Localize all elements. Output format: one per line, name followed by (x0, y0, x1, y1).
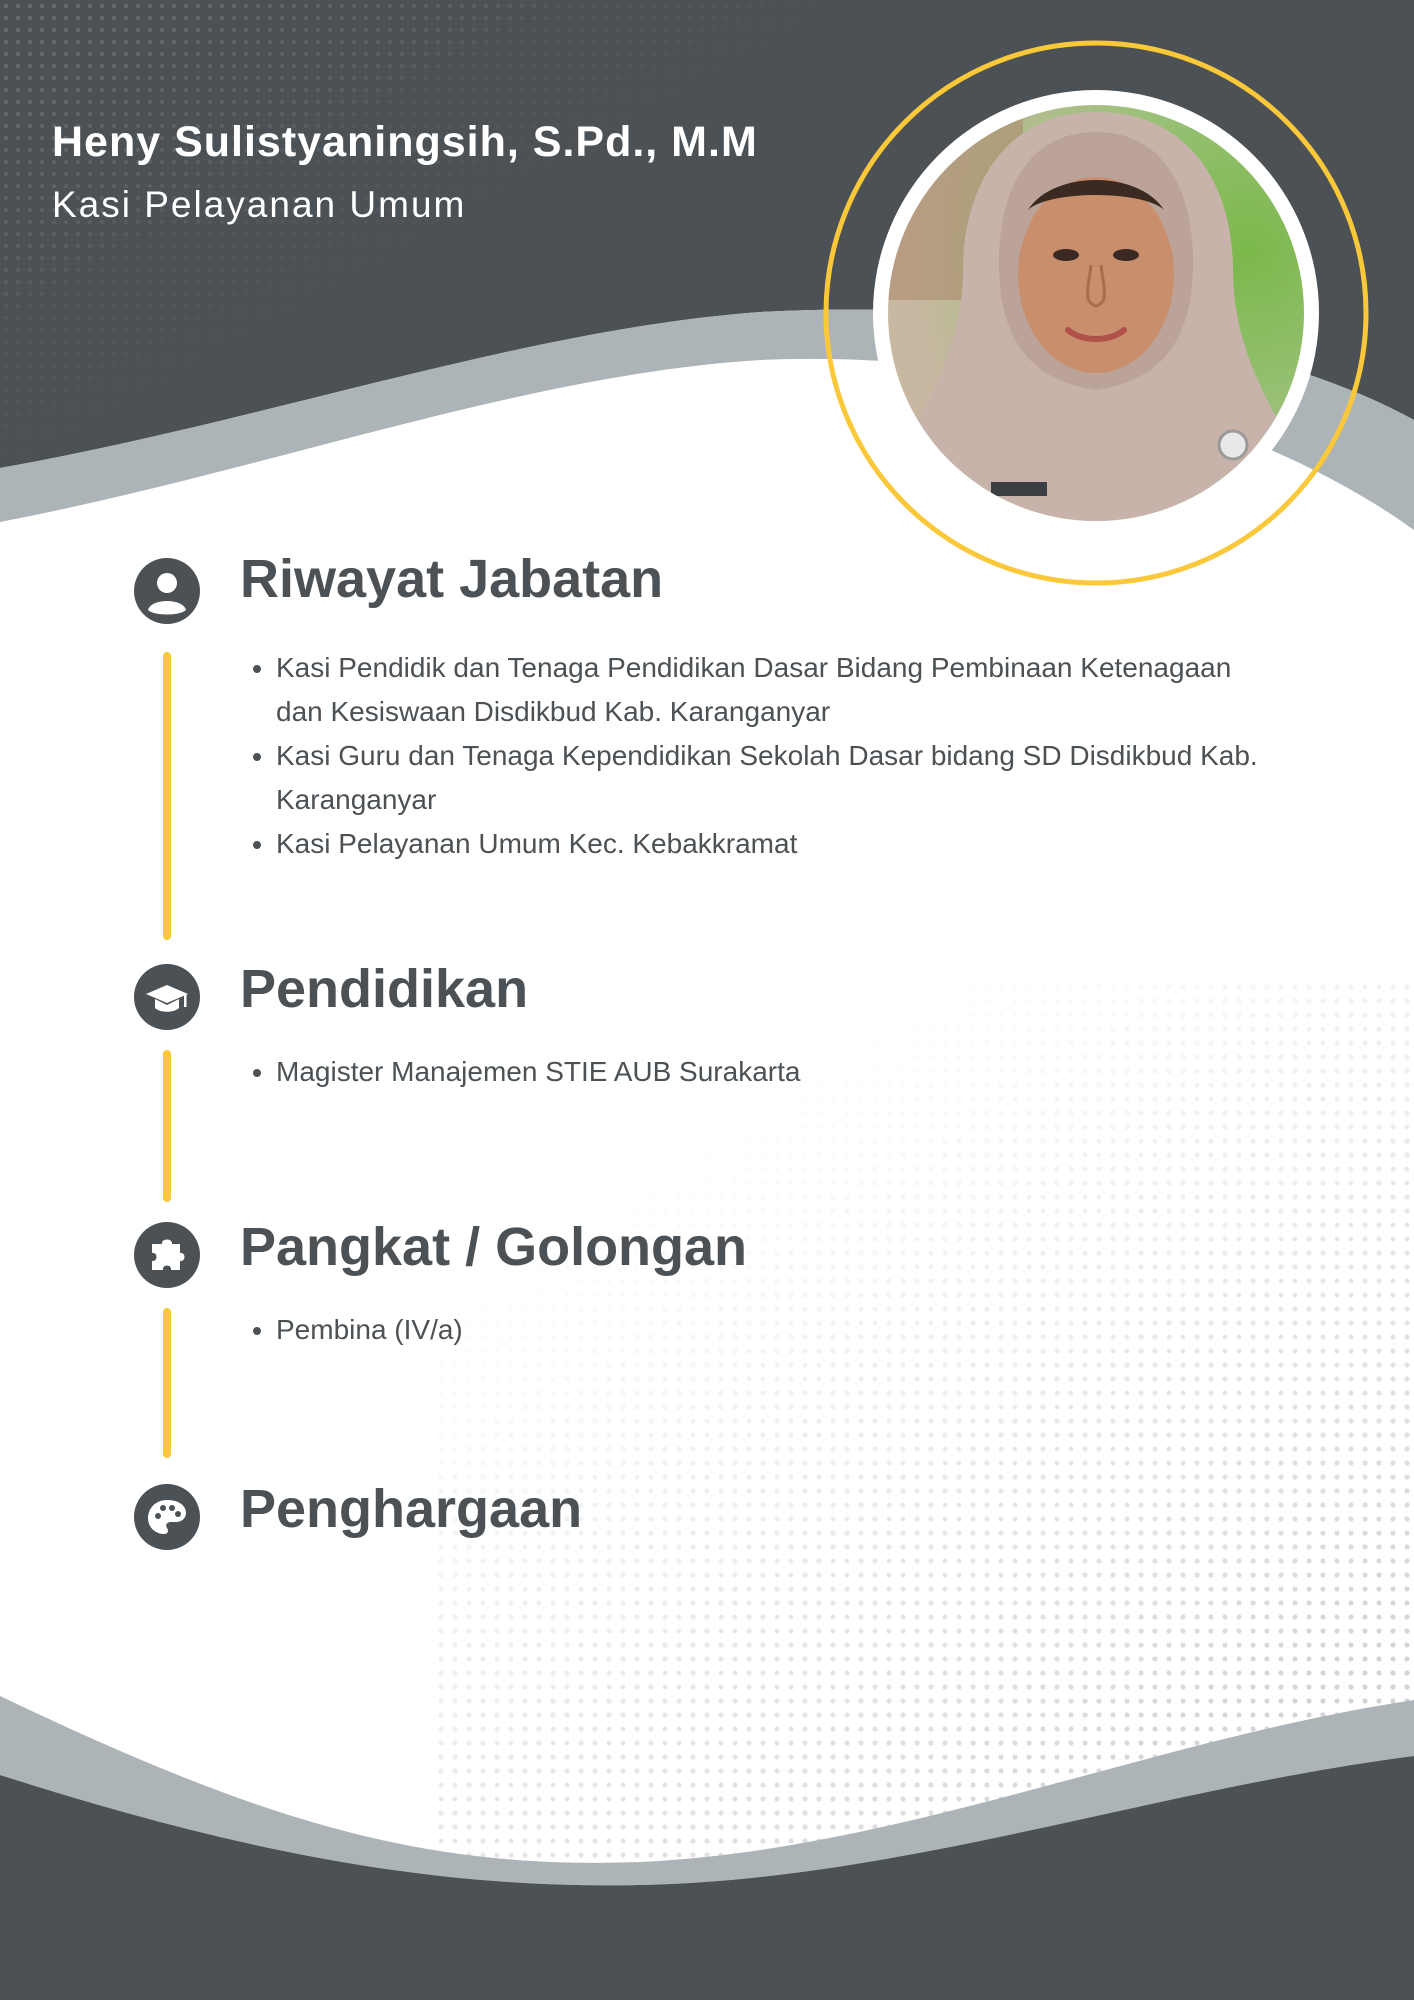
list-item: • Pembina (IV/a) (276, 1308, 1276, 1352)
puzzle-icon (134, 1222, 200, 1288)
user-icon (134, 558, 200, 624)
pendidikan-list (240, 1050, 1276, 1094)
person-name: Heny Sulistyaningsih, S.Pd., M.M (52, 118, 758, 166)
list-item: • Kasi Pelayanan Umum Kec. Kebakkramat (276, 822, 1276, 866)
timeline-bar (163, 652, 171, 940)
palette-icon (134, 1484, 200, 1550)
section-title-riwayat-jabatan: Riwayat Jabatan (240, 549, 664, 609)
riwayat-jabatan-list (240, 646, 1276, 866)
pangkat-golongan-list (240, 1308, 1276, 1352)
profile-photo (823, 40, 1369, 586)
list-item: • Kasi Pendidik dan Tenaga Pendidikan Dasar Bidang Pembinaan Ketenagaan dan Kesiswaan Disdikbud Kab. Karanganyar (276, 646, 1276, 734)
section-title-pendidikan: Pendidikan (240, 959, 529, 1019)
timeline-bar (163, 1308, 171, 1458)
section-title-pangkat-golongan: Pangkat / Golongan (240, 1217, 748, 1277)
list-item: • Kasi Guru dan Tenaga Kependidikan Sekolah Dasar bidang SD Disdikbud Kab. Karanganyar (276, 734, 1276, 822)
section-title-penghargaan: Penghargaan (240, 1479, 583, 1539)
person-position: Kasi Pelayanan Umum (52, 184, 467, 225)
graduation-cap-icon (134, 964, 200, 1030)
timeline-bar (163, 1050, 171, 1202)
list-item: • Magister Manajemen STIE AUB Surakarta (276, 1050, 1276, 1094)
